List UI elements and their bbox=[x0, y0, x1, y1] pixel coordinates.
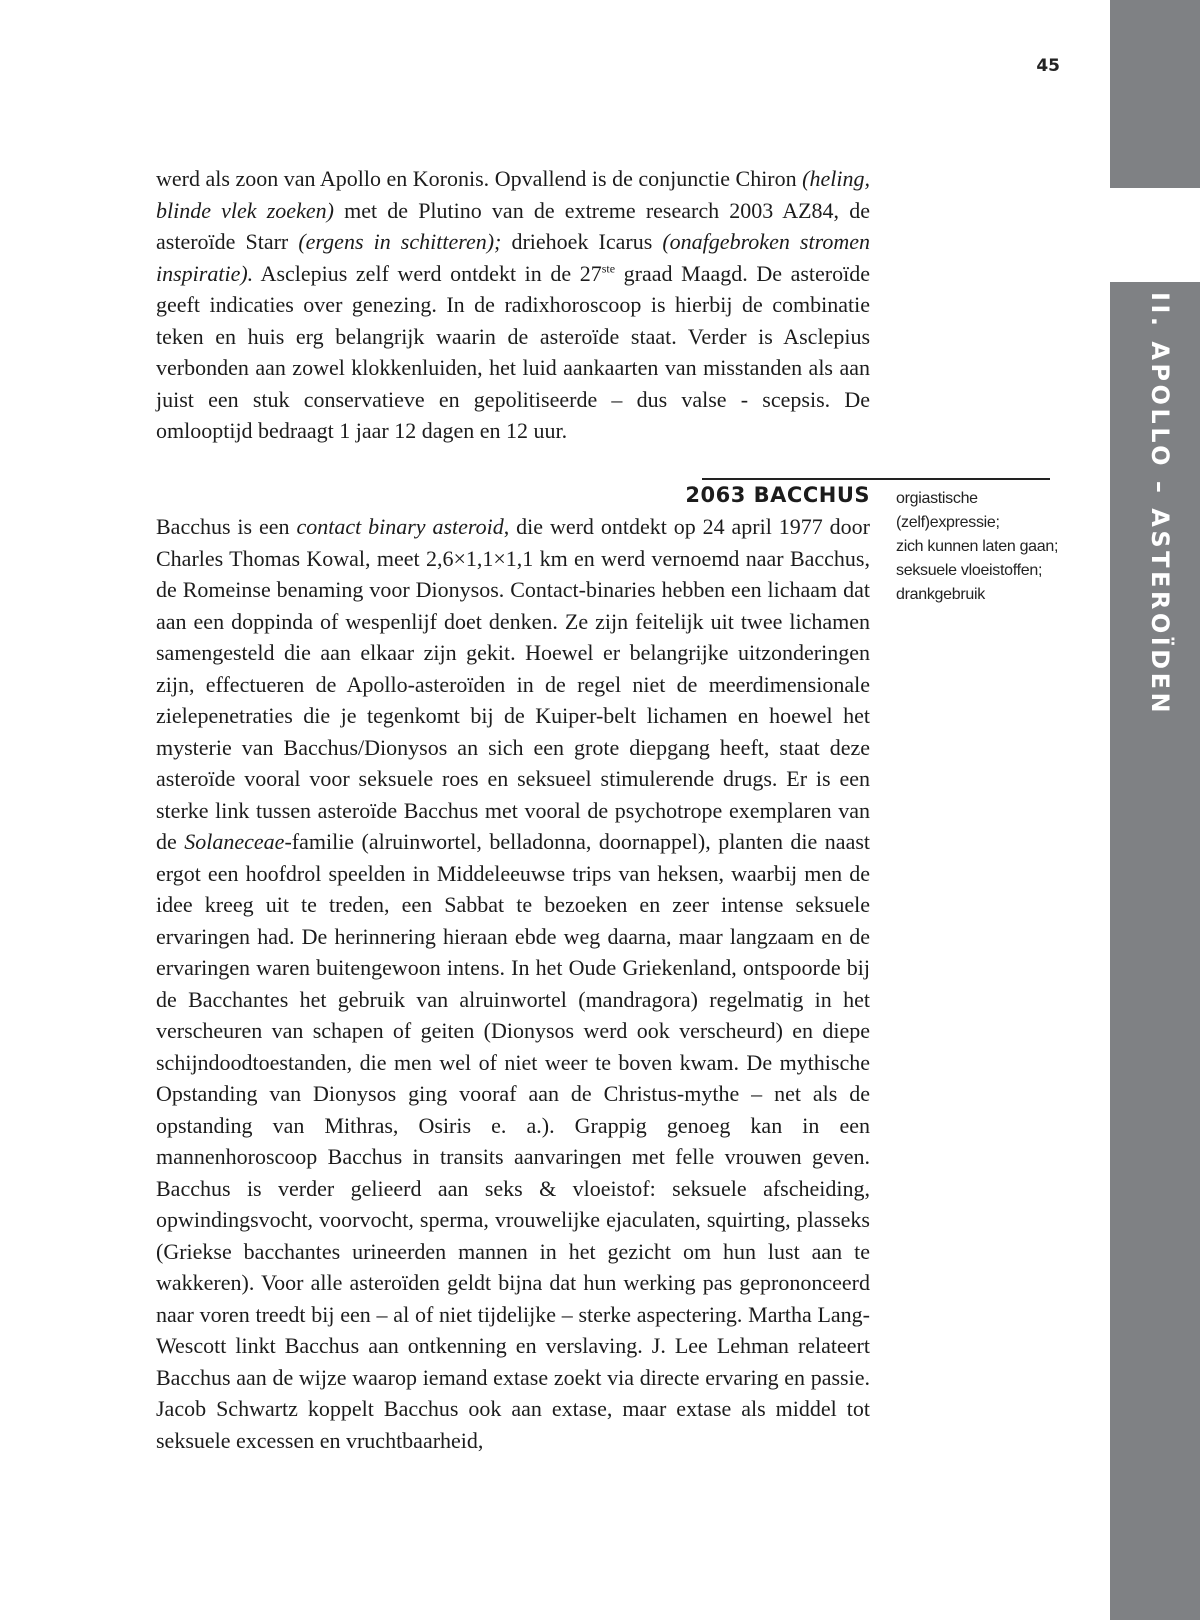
superscript: ste bbox=[601, 261, 616, 276]
italic-run: contact binary asteroid bbox=[296, 514, 504, 539]
chapter-side-label: II. APOLLO – ASTEROÏDEN bbox=[1146, 292, 1174, 717]
page-number: 45 bbox=[1036, 56, 1060, 76]
section-rule bbox=[702, 478, 1050, 480]
margin-keyword: seksuele vloeistoffen; bbox=[896, 562, 1043, 579]
text-run: , die werd ontdekt op 24 april 1977 door Charles Thomas Kowal, meet 2,6×1,1×1,1 km en werd vernoemd naar Bacchus, de Romeinse benaming voor Dionysos. Contact-binaries hebben een lichaam dat aan een doppinda of wespenlijf doet denken. Ze zijn feitelijk uit twee lichamen samengesteld die aan elkaar zijn gekit. Hoewel er belangrijke uitzonderingen zijn, effectueren de Apollo-asteroïden in de regel niet de meerdimensionale zielepenetraties die je tegenkomt bij de Kuiper-belt lichamen en hoewel het mysterie van Bacchus/Dionysos an sich een grote diepgang heeft, staat deze asteroïde vooral voor seksuele roes en seksueel stimulerende drugs. Er is een sterke link tussen asteroïde Bacchus met vooral de psychotrope exemplaren van de bbox=[156, 514, 870, 854]
italic-run: Solaneceae bbox=[184, 829, 285, 854]
text-run: driehoek Icarus bbox=[501, 229, 663, 254]
text-run: werd als zoon van Apollo en Koronis. Opvallend is de conjunctie Chiron bbox=[156, 166, 803, 191]
margin-keyword: drankgebruik bbox=[896, 586, 985, 603]
body-paragraph-2 bbox=[156, 511, 870, 1456]
margin-keyword: orgiastische bbox=[896, 490, 978, 507]
margin-keywords bbox=[896, 487, 1076, 607]
text-run: graad Maagd. De asteroïde geeft indicaties over genezing. In de radixhoroscoop is hierbij de combinatie teken en huis erg belangrijk waarin de asteroïde staat. Verder is Asclepius verbonden aan zowel klokkenluiden, het luid aankaarten van misstanden als aan juist een stuk conservatieve en gepolitiseerde – dus valse - scepsis. De omlooptijd bedraagt 1 jaar 12 dagen en 12 uur. bbox=[156, 260, 870, 443]
italic-run: (onafgebroken stromen inspiratie). bbox=[156, 229, 870, 286]
italic-run: (ergens in schitteren); bbox=[298, 229, 502, 254]
text-run: -familie (alruinwortel, belladonna, doornappel), planten die naast ergot een hoofdrol speelden in Middeleeuwse trips van heksen, waarbij men de idee kreeg uit te treden, een Sabbat te bezoeken en zeer intense seksuele ervaringen had. De herinnering hieraan ebde weg daarna, maar langzaam en de ervaringen waren buitengewoon intens. In het Oude Griekenland, ontspoorde bij de Bacchantes het gebruik van alruinwortel (mandragora) regelmatig in het verscheuren van schapen of geiten (Dionysos werd ook verscheurd) en diepe schijndoodtoestanden, die men wel of niet weer te boven kwam. De mythische Opstanding van Dionysos ging vooraf aan de Christus-mythe – net als de opstanding van Mithras, Osiris e. a.). Grappig genoeg kan in een mannenhoroscoop Bacchus in transits aanvaringen met felle vrouwen geven. Bacchus is verder gelieerd aan seks & vloeistof: seksuele afscheiding, opwindingsvocht, voorvocht, sperma, vrouwelijke ejaculaten, squirting, plasseks (Griekse bacchantes urineerden mannen in het gezicht om hun lust aan te wakkeren). Voor alle asteroïden geldt bijna dat hun werking pas geprononceerd naar voren treedt bij een – al of niet tijdelijke – sterke aspectering. Martha Lang-Wescott linkt Bacchus aan ontkenning en verslaving. J. Lee Lehman relateert Bacchus aan de wijze waarop iemand extase zoekt via directe ervaring en passie. Jacob Schwartz koppelt Bacchus ook aan extase, maar extase als middel tot seksuele excessen en vruchtbaarheid, bbox=[156, 829, 871, 1453]
text-run: Bacchus is een bbox=[156, 514, 297, 539]
section-heading: 2063 BACCHUS bbox=[685, 483, 870, 507]
text-run: Asclepius zelf werd ontdekt in de 27 bbox=[253, 260, 602, 286]
margin-keyword: (zelf)expressie; bbox=[896, 514, 1000, 531]
text-run: met de Plutino van de extreme research 2003 AZ84, de asteroïde Starr bbox=[156, 197, 870, 254]
italic-run: (heling, blinde vlek zoeken) bbox=[156, 166, 870, 223]
margin-keyword: zich kunnen laten gaan; bbox=[896, 538, 1059, 555]
body-paragraph-1 bbox=[156, 163, 870, 447]
side-tab-top bbox=[1110, 0, 1200, 188]
